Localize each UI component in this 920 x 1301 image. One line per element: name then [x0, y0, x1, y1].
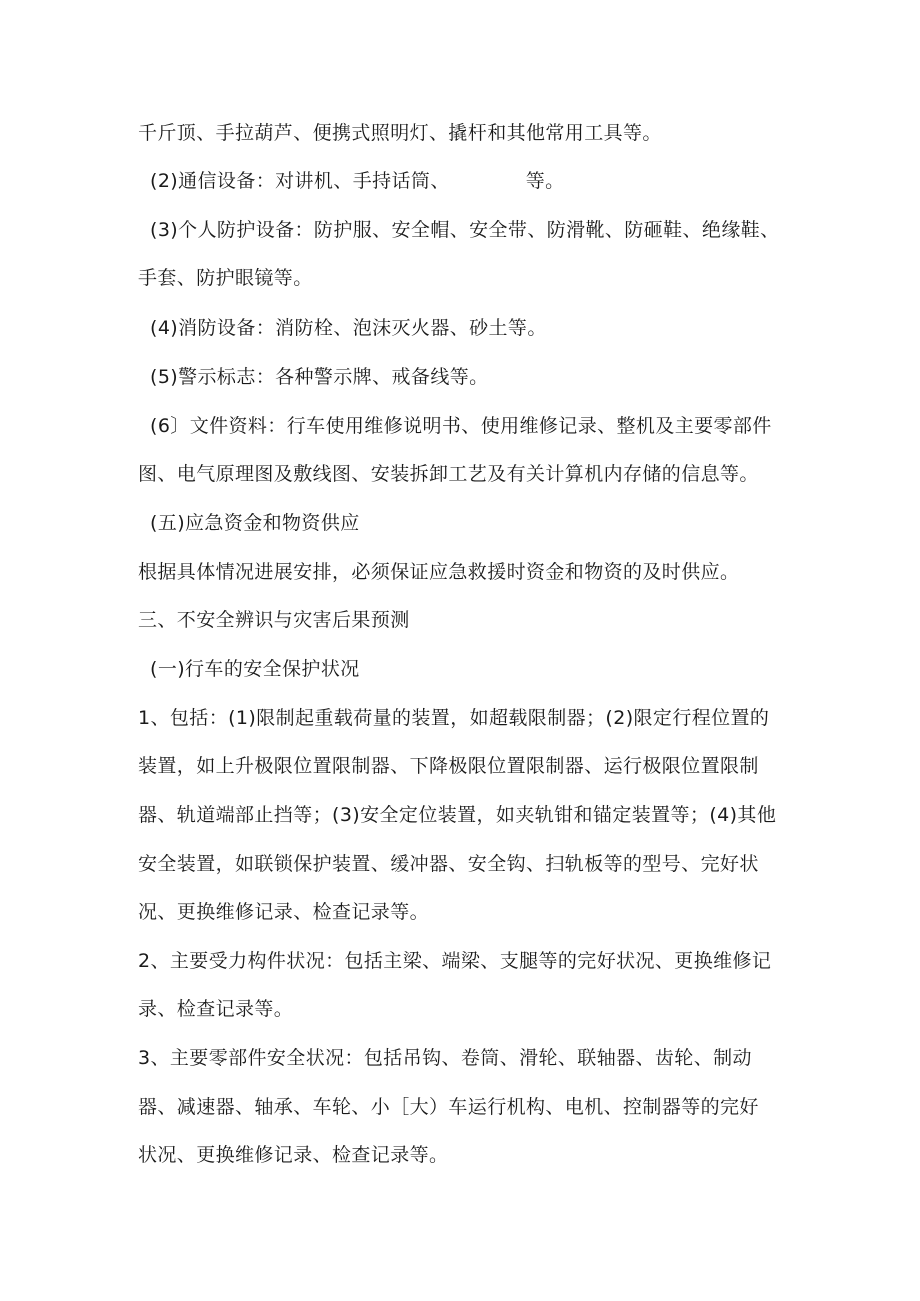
text-line: 状况、更换维修记录、检查记录等。 [138, 1144, 449, 1166]
text-line: 2、主要受力构件状况：包括主梁、端梁、支腿等的完好状况、更换维修记 [138, 950, 772, 972]
text-line: 3、主要零部件安全状况：包括吊钩、卷筒、滑轮、联轴器、齿轮、制动 [138, 1047, 752, 1069]
text-line [150, 168, 565, 194]
text-line: (3)个人防护设备：防护服、安全帽、安全带、防滑靴、防砸鞋、绝缘鞋、 [150, 219, 780, 241]
text-line: 况、更换维修记录、检查记录等。 [138, 901, 430, 923]
text-line: 手套、防护眼镜等。 [138, 267, 313, 289]
text-line: 图、电气原理图及敷线图、安装拆卸工艺及有关计算机内存储的信息等。 [138, 463, 759, 485]
section-heading: 三、不安全辨识与灾害后果预测 [138, 609, 410, 631]
text-line: (5)警示标志：各种警示牌、戒备线等。 [150, 366, 489, 388]
text-line: 安全装置，如联锁保护装置、缓冲器、安全钩、扫轨板等的型号、完好状 [138, 853, 759, 875]
section-heading: (一)行车的安全保护状况 [150, 658, 360, 680]
text-line: 器、减速器、轴承、车轮、小［大）车运行机构、电机、控制器等的完好 [138, 1096, 759, 1118]
text-line: 千斤顶、手拉葫芦、便携式照明灯、撬杆和其他常用工具等。 [138, 122, 662, 144]
text-line: (4)消防设备：消防栓、泡沫灭火器、砂土等。 [150, 317, 547, 339]
text-line: 装置，如上升极限位置限制器、下降极限位置限制器、运行极限位置限制 [138, 755, 759, 777]
text-span: 等。 [525, 170, 565, 192]
text-span: (2)通信设备：对讲机、手持话筒、 [150, 170, 450, 192]
text-line: 1、包括：(1)限制起重载荷量的装置，如超载限制器；(2)限定行程位置的 [138, 707, 770, 729]
text-line: (6〕文件资料：行车使用维修说明书、使用维修记录、整机及主要零部件 [150, 415, 772, 437]
text-line: 根据具体情况进展安排，必须保证应急救援时资金和物资的及时供应。 [138, 561, 740, 583]
section-heading: (五)应急资金和物资供应 [150, 512, 360, 534]
text-line: 录、检查记录等。 [138, 998, 294, 1020]
text-line: 器、轨道端部止挡等；(3)安全定位装置，如夹轨钳和锚定装置等；(4)其他 [138, 804, 777, 826]
